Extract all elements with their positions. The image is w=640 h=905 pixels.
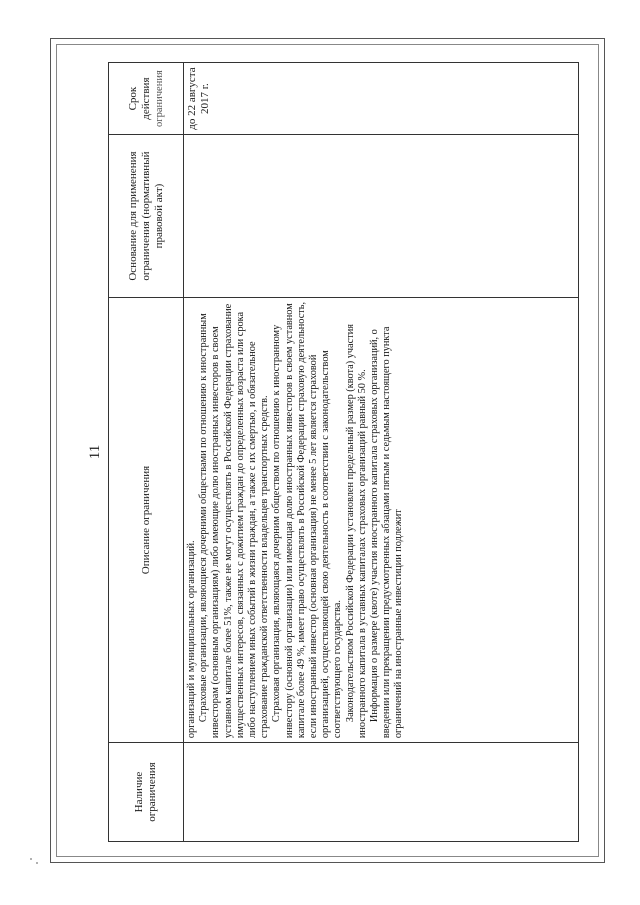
table-row [184, 63, 579, 842]
cell-basis [184, 135, 579, 298]
description-paragraph: Страховая организация, являющаяся дочерним обществом по отношению к иностранному инвестору (основной организации) или имеющая долю иностранных инвесторов в своем уставном капитале более 49 %, имеет право осуществлять в Российской Федерации страховую деятельность, если иностранный инвестор (основная организация) не менее 5 лет является страховой организацией, осуществляющей свою деятельность в соответствии с законодательством соответствующего государства. [271, 301, 344, 739]
header-basis: Основание для применения ограничения (нормативный правовой акт) [109, 135, 184, 298]
rotated-page-content [80, 62, 580, 842]
cell-term: до 22 августа 2017 г. [184, 63, 579, 135]
header-presence: Наличие ограничения [109, 743, 184, 842]
header-term [109, 63, 184, 135]
scan-artifact [30, 858, 32, 860]
description-paragraph: Страховые организации, являющиеся дочерними обществами по отношению к иностранным инвесторам (основным организациям) либо имеющие долю иностранных инвесторов в своем уставном капитале более 51%, также не могут осуществлять в Российской Федерации страхование имущественных интересов, связанных с дожитием граждан до определенных возраста или срока либо наступлением иных событий в жизни граждан, а также с их смертью, и обязательное страхование гражданской ответственности владельцев транспортных средств. [198, 303, 271, 739]
header-term-sub: ограничения [153, 70, 165, 127]
page-number: 11 [87, 444, 103, 460]
restrictions-table [108, 62, 579, 842]
header-description: Описание ограничения [109, 297, 184, 742]
table-header-row [109, 63, 184, 842]
description-paragraph: Информация о размере (квоте) участия иностранного капитала страховых организаций, о введении или прекращении предусмотренных абзацами пятым и седьмым настоящего пункта ограничений на иностранные инвестиции подлежит [369, 326, 405, 739]
cell-presence [184, 743, 579, 842]
description-paragraph: организаций и муниципальных организаций. [186, 540, 197, 739]
scan-artifact [36, 862, 38, 864]
cell-description [184, 297, 579, 742]
description-paragraph: Законодательством Российской Федерации установлен предельный размер (квота) участия иностранного капитала в уставных капиталах страховых организаций равный 50 %. [344, 324, 368, 739]
header-term-main: Срок действия [126, 77, 152, 120]
